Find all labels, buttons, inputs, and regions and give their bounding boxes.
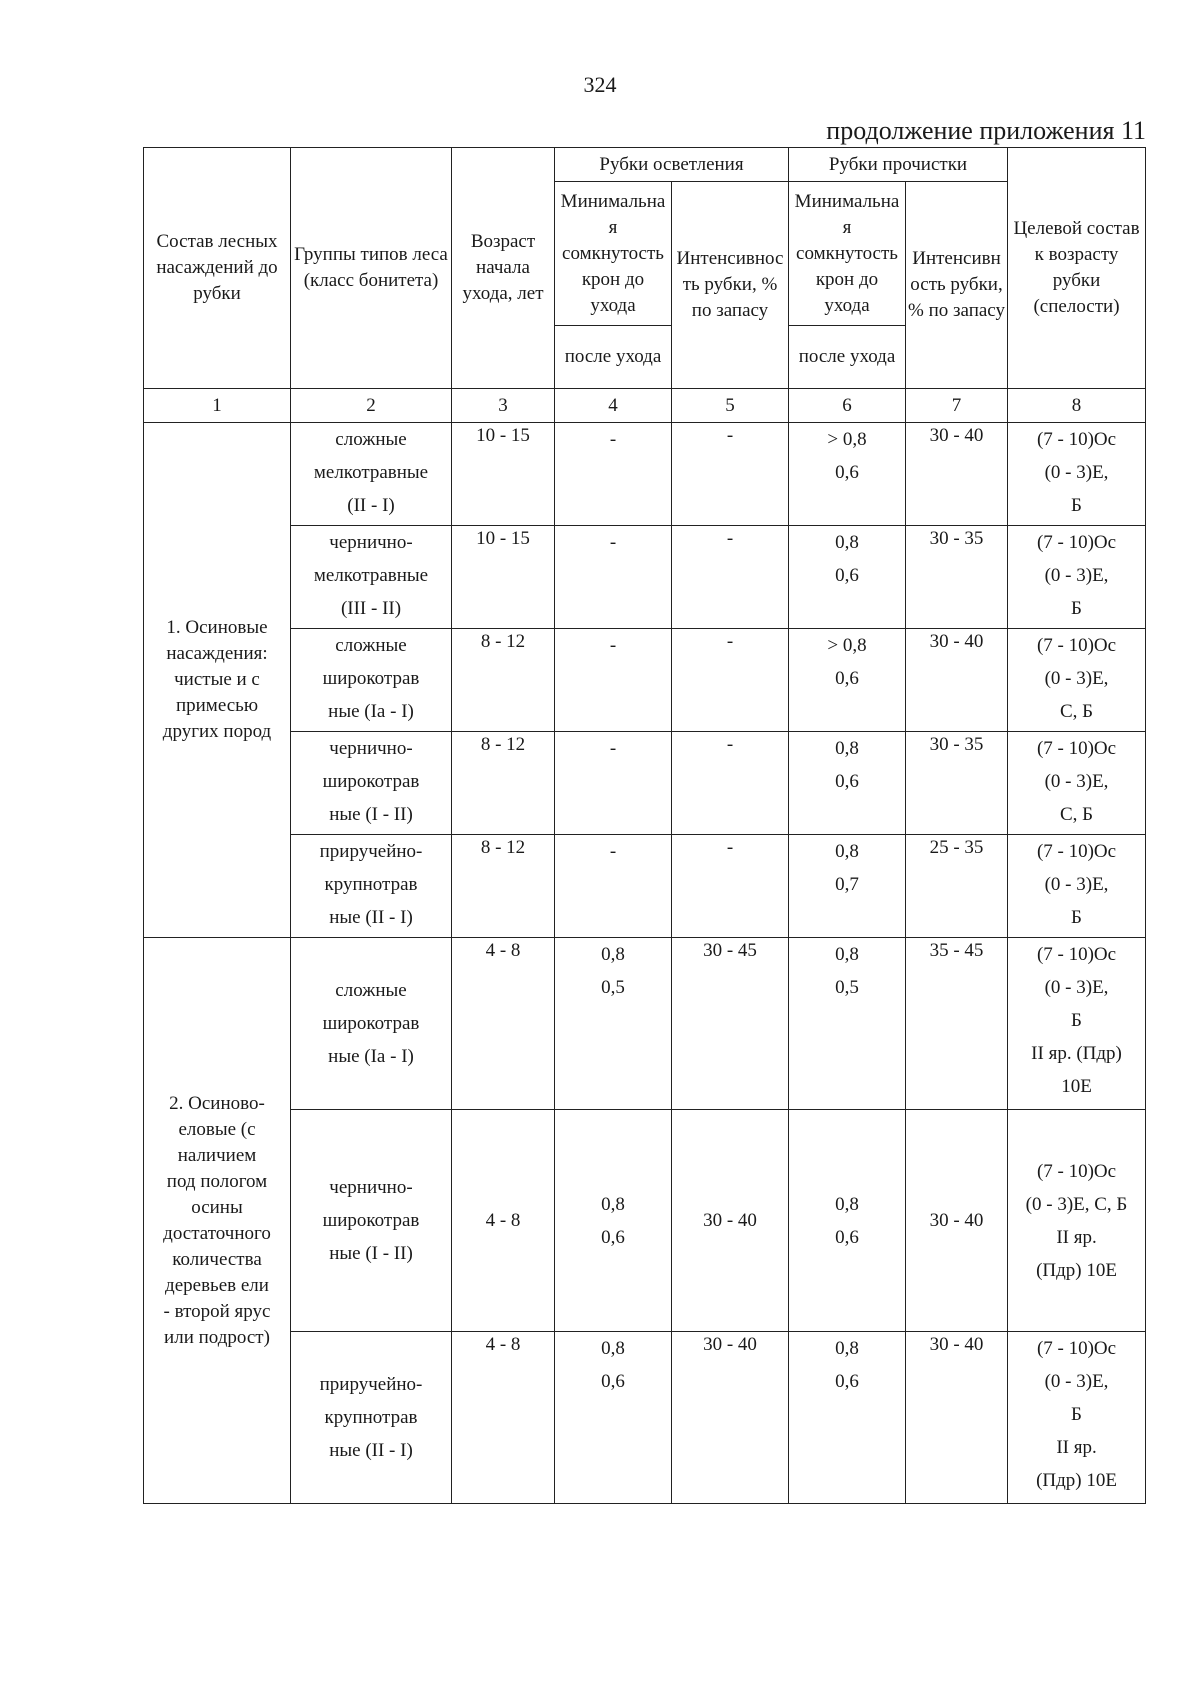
table-row — [144, 938, 1146, 1110]
clean-density-value: > 0,8 — [827, 429, 867, 450]
stand-composition-line: еловые (с — [178, 1118, 256, 1140]
target-composition-line: Б — [1071, 907, 1082, 928]
target-composition-line: (0 - 3)Е, — [1044, 874, 1109, 895]
clean-intensity-cell: 30 - 40 — [906, 1332, 1008, 1504]
target-composition-line: II яр. — [1056, 1437, 1097, 1458]
start-age-cell: 10 - 15 — [452, 526, 555, 629]
light-density-value: 0,8 — [601, 1193, 625, 1215]
clean-density-value: 0,8 — [835, 1338, 859, 1359]
clean-intensity-cell: 30 - 40 — [906, 629, 1008, 732]
light-density-cell — [555, 526, 672, 629]
stand-composition-line: чистые и с — [174, 669, 260, 690]
light-density-cell — [555, 1110, 672, 1332]
table-row — [144, 835, 1146, 938]
header-light-after-care: после ухода — [555, 326, 672, 389]
target-composition-line: II яр. (Пдр) — [1031, 1043, 1122, 1064]
target-composition-line: (0 - 3)Е, — [1044, 977, 1109, 998]
column-number: 7 — [906, 389, 1008, 423]
stand-composition-line: - второй ярус — [163, 1300, 271, 1322]
target-composition-line: (0 - 3)Е, — [1044, 462, 1109, 483]
stand-composition-line: наличием — [177, 1144, 257, 1166]
target-composition-line: (7 - 10)Ос — [1036, 944, 1117, 965]
clean-density-value: 0,6 — [835, 565, 859, 586]
cutting-table — [143, 147, 1146, 1504]
forest-type-line: ные (Iа - I) — [328, 701, 414, 722]
clean-intensity-cell: 25 - 35 — [906, 835, 1008, 938]
target-composition-line: (7 - 10)Ос — [1036, 635, 1117, 656]
start-age-cell: 8 - 12 — [452, 629, 555, 732]
target-composition-line: (7 - 10)Ос — [1036, 841, 1117, 862]
column-number: 3 — [452, 389, 555, 423]
header-light-intensity: Интенсивность рубки, % по запасу — [672, 182, 789, 389]
clean-intensity-cell: 30 - 35 — [906, 732, 1008, 835]
target-composition-line: (7 - 10)Ос — [1036, 1338, 1117, 1359]
target-composition-line: Б — [1071, 1010, 1082, 1031]
column-number: 2 — [291, 389, 452, 423]
light-density-value: 0,6 — [601, 1226, 625, 1248]
stand-composition-line: количества — [172, 1248, 262, 1270]
start-age-cell: 8 - 12 — [452, 835, 555, 938]
start-age-cell: 4 - 8 — [452, 1110, 555, 1332]
clean-density-value: 0,8 — [835, 1193, 859, 1215]
light-density-value: 0,8 — [601, 1338, 625, 1359]
target-composition-cell — [1008, 1332, 1146, 1504]
forest-type-line: приручейно- — [319, 841, 423, 862]
light-density-value: - — [609, 738, 617, 759]
clean-density-value: 0,6 — [835, 668, 859, 689]
forest-type-line: мелкотравные — [313, 565, 429, 586]
table-row — [144, 1332, 1146, 1504]
target-composition-line: (7 - 10)Ос — [1036, 738, 1117, 759]
target-composition-cell — [1008, 835, 1146, 938]
target-composition-line: С, Б — [1059, 701, 1094, 722]
header-light-cutting: Рубки осветления — [555, 148, 789, 182]
table-row — [144, 423, 1146, 526]
light-density-cell — [555, 423, 672, 526]
target-composition-line: (0 - 3)Е, — [1044, 1371, 1109, 1392]
light-intensity-cell: 30 - 40 — [672, 1332, 789, 1504]
target-composition-line: (Пдр) 10Е — [1036, 1470, 1117, 1491]
target-composition-line: (Пдр) 10Е — [1036, 1259, 1117, 1281]
clean-density-cell — [789, 1110, 906, 1332]
target-composition-line: 10Е — [1061, 1076, 1092, 1097]
light-density-value: - — [609, 841, 617, 862]
header-forest-type: Группы типов леса (класс бонитета) — [291, 148, 452, 389]
stand-composition-line: насаждения: — [166, 643, 268, 664]
stand-composition-cell — [144, 938, 291, 1504]
header-start-age: Возраст начала ухода, лет — [452, 148, 555, 389]
target-composition-cell — [1008, 423, 1146, 526]
target-composition-line: II яр. — [1056, 1226, 1097, 1248]
clean-density-value: 0,6 — [835, 462, 859, 483]
clean-density-value: 0,6 — [835, 1226, 859, 1248]
start-age-cell: 4 - 8 — [452, 938, 555, 1110]
stand-composition-cell — [144, 423, 291, 938]
clean-density-value: > 0,8 — [827, 635, 867, 656]
clean-density-value: 0,6 — [835, 771, 859, 792]
clean-density-cell — [789, 526, 906, 629]
page-number: 324 — [583, 72, 617, 97]
target-composition-line: Б — [1071, 1404, 1082, 1425]
clean-density-cell — [789, 835, 906, 938]
clean-density-cell — [789, 423, 906, 526]
continuation-caption: продолжение приложения 11 — [826, 116, 1146, 145]
stand-composition-line: достаточного — [163, 1222, 271, 1244]
forest-type-cell — [291, 938, 452, 1110]
light-density-value: - — [609, 532, 617, 553]
light-density-cell — [555, 1332, 672, 1504]
forest-type-cell — [291, 1110, 452, 1332]
clean-density-value: 0,8 — [835, 532, 859, 553]
column-number: 5 — [672, 389, 789, 423]
forest-type-cell — [291, 423, 452, 526]
forest-type-line: чернично- — [329, 1177, 413, 1198]
forest-type-line: ные (I - II) — [329, 1243, 413, 1264]
forest-type-line: (III - II) — [340, 598, 402, 619]
target-composition-line: (7 - 10)Ос — [1036, 532, 1117, 553]
stand-composition-line: деревьев ели — [165, 1274, 269, 1296]
forest-type-line: крупнотрав — [324, 1407, 418, 1428]
target-composition-line: (0 - 3)Е, — [1044, 668, 1109, 689]
stand-composition-line: осины — [191, 1196, 243, 1218]
light-density-cell — [555, 629, 672, 732]
target-composition-line: Б — [1071, 495, 1082, 516]
header-clean-min-density: Минимальная сомкнутость крон до ухода — [789, 182, 906, 326]
clean-density-cell — [789, 732, 906, 835]
light-density-cell — [555, 732, 672, 835]
light-intensity-cell: - — [672, 835, 789, 938]
header-target-composition: Целевой состав к возрасту рубки (спелости) — [1008, 148, 1146, 389]
target-composition-line: (7 - 10)Ос — [1036, 1160, 1117, 1182]
target-composition-cell — [1008, 1110, 1146, 1332]
forest-type-cell — [291, 526, 452, 629]
stand-composition-line: или подрост) — [164, 1326, 270, 1348]
clean-density-cell — [789, 938, 906, 1110]
light-intensity-cell: - — [672, 423, 789, 526]
forest-type-line: сложные — [335, 429, 407, 450]
header-clean-after-care: после ухода — [789, 326, 906, 389]
light-intensity-cell: 30 - 40 — [672, 1110, 789, 1332]
light-density-cell — [555, 835, 672, 938]
target-composition-line: Б — [1071, 598, 1082, 619]
header-light-min-density: Минимальная сомкнутость крон до ухода — [555, 182, 672, 326]
light-intensity-cell: 30 - 45 — [672, 938, 789, 1110]
table-row — [144, 629, 1146, 732]
forest-type-cell — [291, 835, 452, 938]
header-composition: Состав лесных насаждений до рубки — [144, 148, 291, 389]
clean-intensity-cell: 30 - 40 — [906, 423, 1008, 526]
forest-type-line: (II - I) — [347, 495, 395, 516]
header-clean-intensity: Интенсивность рубки, % по запасу — [906, 182, 1008, 389]
forest-type-cell — [291, 732, 452, 835]
light-density-value: - — [609, 429, 617, 450]
column-number: 1 — [144, 389, 291, 423]
forest-type-line: ные (II - I) — [329, 1440, 413, 1461]
forest-type-line: сложные — [335, 635, 407, 656]
target-composition-line: (7 - 10)Ос — [1036, 429, 1117, 450]
start-age-cell: 8 - 12 — [452, 732, 555, 835]
clean-density-cell — [789, 629, 906, 732]
light-intensity-cell: - — [672, 629, 789, 732]
light-intensity-cell: - — [672, 732, 789, 835]
clean-density-value: 0,6 — [835, 1371, 859, 1392]
clean-intensity-cell: 35 - 45 — [906, 938, 1008, 1110]
forest-type-line: ные (Iа - I) — [328, 1046, 414, 1067]
forest-type-line: сложные — [335, 980, 407, 1001]
target-composition-line: (0 - 3)Е, — [1044, 565, 1109, 586]
forest-type-line: мелкотравные — [313, 462, 429, 483]
start-age-cell: 10 - 15 — [452, 423, 555, 526]
light-density-value: 0,8 — [601, 944, 625, 965]
start-age-cell: 4 - 8 — [452, 1332, 555, 1504]
column-number: 8 — [1008, 389, 1146, 423]
forest-type-line: широкотрав — [322, 1013, 420, 1034]
forest-type-line: широкотрав — [322, 771, 420, 792]
clean-intensity-cell: 30 - 40 — [906, 1110, 1008, 1332]
target-composition-line: С, Б — [1059, 804, 1094, 825]
forest-type-line: ные (I - II) — [329, 804, 413, 825]
target-composition-cell — [1008, 526, 1146, 629]
forest-type-line: широкотрав — [322, 1210, 420, 1231]
clean-intensity-cell: 30 - 35 — [906, 526, 1008, 629]
target-composition-cell — [1008, 732, 1146, 835]
stand-composition-line: 2. Осиново- — [169, 1092, 265, 1114]
clean-density-value: 0,8 — [835, 944, 859, 965]
forest-type-line: чернично- — [329, 532, 413, 553]
clean-density-value: 0,8 — [835, 841, 859, 862]
clean-density-value: 0,5 — [835, 977, 859, 998]
forest-type-line: приручейно- — [319, 1374, 423, 1395]
clean-density-value: 0,8 — [835, 738, 859, 759]
target-composition-line: (0 - 3)Е, — [1044, 771, 1109, 792]
stand-composition-line: других пород — [162, 721, 272, 742]
light-density-cell — [555, 938, 672, 1110]
clean-density-cell — [789, 1332, 906, 1504]
forest-type-line: ные (II - I) — [329, 907, 413, 928]
forest-type-cell — [291, 1332, 452, 1504]
header-cleaning-cutting: Рубки прочистки — [789, 148, 1008, 182]
light-density-value: 0,6 — [601, 1371, 625, 1392]
table-row — [144, 732, 1146, 835]
forest-type-line: широкотрав — [322, 668, 420, 689]
stand-composition-line: под пологом — [166, 1170, 268, 1192]
stand-composition-line: 1. Осиновые — [166, 617, 268, 638]
forest-type-line: чернично- — [329, 738, 413, 759]
column-number: 6 — [789, 389, 906, 423]
target-composition-cell — [1008, 629, 1146, 732]
forest-type-cell — [291, 629, 452, 732]
light-density-value: - — [609, 635, 617, 656]
stand-composition-line: примесью — [175, 695, 259, 716]
clean-density-value: 0,7 — [835, 874, 859, 895]
target-composition-cell — [1008, 938, 1146, 1110]
target-composition-line: (0 - 3)Е, С, Б — [1025, 1193, 1128, 1215]
forest-type-line: крупнотрав — [324, 874, 418, 895]
table-row — [144, 1110, 1146, 1332]
table-row — [144, 526, 1146, 629]
light-intensity-cell: - — [672, 526, 789, 629]
column-number: 4 — [555, 389, 672, 423]
light-density-value: 0,5 — [601, 977, 625, 998]
